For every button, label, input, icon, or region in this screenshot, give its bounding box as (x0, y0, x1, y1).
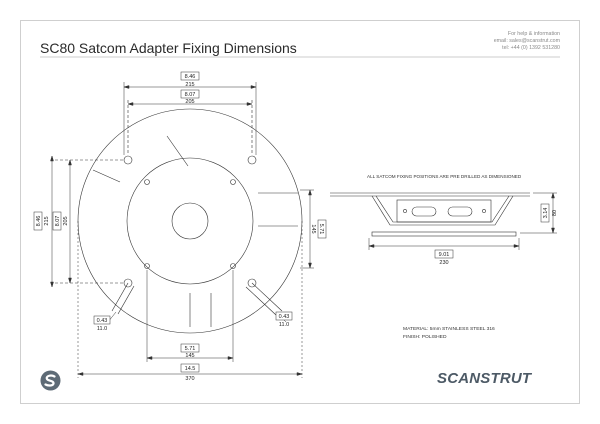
dim-side-height-mm: 80 (552, 209, 558, 217)
arm-left-a (112, 283, 128, 311)
dim-hole-right-mm: 11.0 (278, 322, 290, 328)
dim-left-inner-mm: 205 (63, 216, 69, 226)
finish-line: FINISH: POLISHED (403, 335, 447, 340)
dim-side-height-inch: 3.14 (543, 207, 550, 219)
dim-bottom-inner-inch: 5.71 (184, 346, 196, 353)
dim-left-outer-mm: 215 (44, 216, 50, 226)
arm-left-b (118, 286, 134, 314)
inner-mount-circle (127, 158, 253, 284)
side-view (330, 193, 530, 236)
dim-side-width-inch: 9.01 (438, 252, 450, 259)
fixing-hole-bottom-left (124, 279, 132, 287)
dim-hole-left-inch: 0.43 (96, 318, 108, 325)
dim-top-outer-inch: 8.46 (184, 74, 196, 81)
dim-left-outer-inch: 8.46 (36, 215, 43, 227)
side-base-plate (372, 232, 516, 236)
dim-right-mm: 145 (310, 224, 316, 234)
inner-hole-4 (231, 264, 236, 269)
dim-hole-left-mm: 11.0 (96, 326, 108, 332)
dim-bottom-inner-mm: 145 (185, 353, 195, 359)
brand-wordmark: SCANSTRUT (437, 370, 532, 387)
dim-top-outer-mm: 215 (185, 82, 195, 88)
dim-side-width-mm: 230 (439, 260, 449, 266)
inner-hole-2 (231, 180, 236, 185)
dim-right-inch: 5.71 (317, 223, 324, 235)
inner-hole-3 (145, 264, 150, 269)
slot-left (93, 170, 120, 182)
contact-line-tel: tel: +44 (0) 1392 531280 (502, 45, 560, 51)
scanstrut-s-logo-icon (40, 370, 61, 391)
side-bracket (372, 196, 513, 225)
dim-left-inner-inch: 8.07 (55, 215, 62, 227)
fixing-hole-top-left (124, 156, 132, 164)
contact-line-email[interactable]: email: sales@scanstrut.com (493, 38, 560, 44)
side-slot-right (448, 207, 472, 216)
dim-bottom-outer-mm: 370 (185, 376, 195, 382)
dim-hole-right-inch: 0.43 (278, 314, 290, 321)
dim-bottom-outer-inch: 14.5 (184, 366, 196, 373)
top-view (55, 100, 302, 333)
page-title: SC80 Satcom Adapter Fixing Dimensions (40, 40, 297, 56)
dim-top-inner-inch: 8.07 (184, 92, 196, 99)
side-hole-1 (403, 209, 406, 212)
material-spec (403, 326, 495, 342)
sheet-border (21, 21, 580, 404)
side-hole-2 (482, 209, 485, 212)
material-line: MATERIAL: 5mm STAINLESS STEEL 316 (403, 327, 495, 332)
pre-drilled-note: ALL SATCOM FIXING POSITIONS ARE PRE DRILLED AS DIMENSIONED (367, 174, 522, 179)
dimension-lines (51, 82, 315, 378)
center-hole (172, 203, 208, 239)
contact-line-help: For help & information (507, 31, 560, 37)
side-labels (435, 204, 558, 266)
side-web-plate (397, 200, 491, 222)
fixing-hole-top-right (248, 156, 256, 164)
dim-top-inner-mm: 205 (185, 99, 195, 105)
side-slot-left (412, 207, 436, 216)
inner-hole-1 (145, 180, 150, 185)
